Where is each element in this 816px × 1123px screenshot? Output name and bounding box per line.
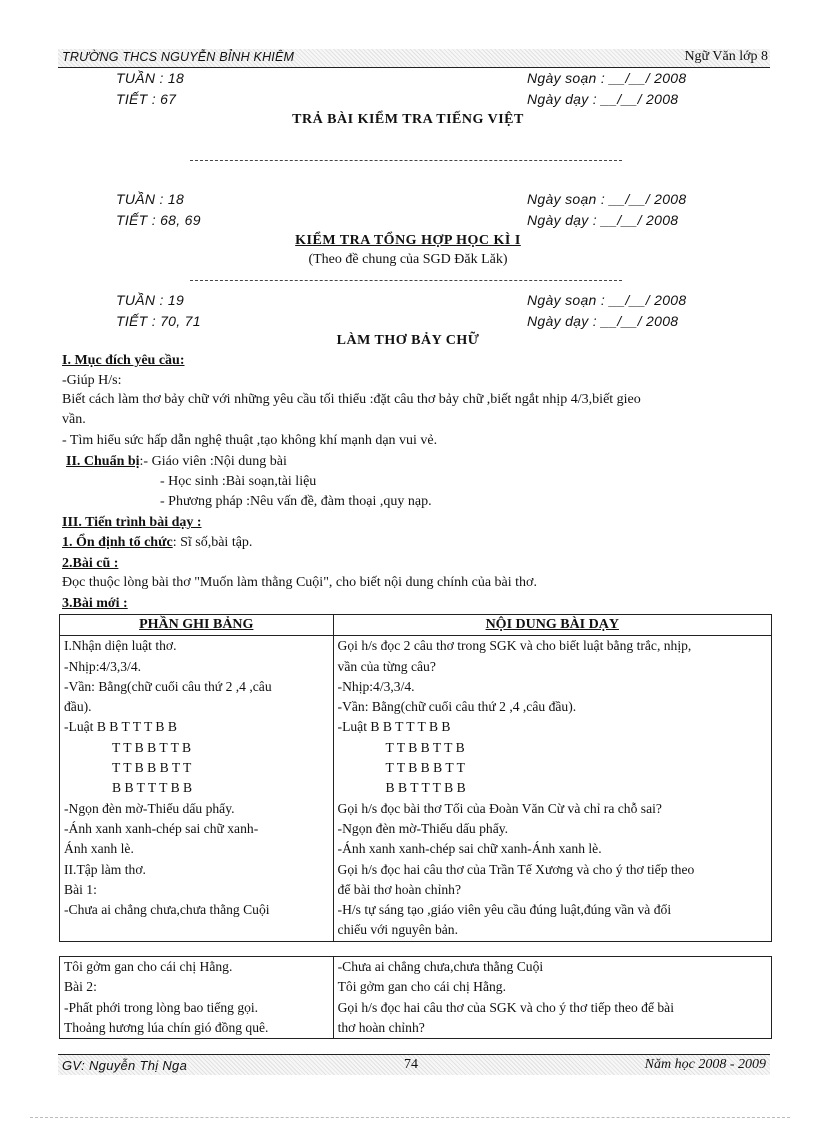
preparation-line: :- Giáo viên :Nội dung bài xyxy=(139,454,287,469)
objectives-heading: I. Mục đích yêu cầu: xyxy=(62,353,185,368)
lesson-1: TIẾT : 67 xyxy=(116,91,177,107)
lesson-content-cell xyxy=(333,957,771,1039)
old-lesson-heading: 2.Bài cũ : xyxy=(62,556,119,571)
lesson-3: TIẾT : 70, 71 xyxy=(116,313,201,329)
board-line: -Vần: Bằng(chữ cuối câu thứ 2 ,4 ,câu xyxy=(64,678,272,694)
teach-date-1: Ngày dạy : __/__/ 2008 xyxy=(527,91,679,107)
content-line: Gọi h/s đọc hai câu thơ của SGK và cho ý thơ tiếp theo để bài xyxy=(337,999,674,1015)
lesson-content-cell xyxy=(333,636,771,941)
board-line: -Luật B B T T T B B xyxy=(64,719,177,735)
week-3: TUẦN : 19 xyxy=(116,292,185,308)
section-title-3: LÀM THƠ BẢY CHỮ xyxy=(336,333,480,348)
board-line: Bài 1: xyxy=(64,881,97,897)
column-header-board: PHẦN GHI BẢNG xyxy=(60,615,334,636)
objectives-line: - Tìm hiểu sức hấp dẫn nghệ thuật ,tạo không khí mạnh dạn vui vẻ. xyxy=(62,433,438,448)
section-title-1: TRẢ BÀI KIỂM TRA TIẾNG VIỆT xyxy=(292,112,524,127)
content-line: -Luật B B T T T B B xyxy=(337,719,451,735)
teach-date-2: Ngày dạy : __/__/ 2008 xyxy=(527,212,679,228)
board-line: Tôi gởm gan cho cái chị Hằng. xyxy=(64,959,233,974)
board-line: -Phất phới trong lòng bao tiếng gọi. xyxy=(64,999,259,1015)
divider xyxy=(190,280,622,281)
board-line: -Chưa ai chẳng chưa,chưa thằng Cuội xyxy=(64,902,270,918)
content-line: Gọi h/s đọc bài thơ Tối của Đoàn Văn Cừ và chỉ ra chỗ sai? xyxy=(337,800,662,816)
content-line: để bài thơ hoàn chỉnh? xyxy=(337,881,461,897)
board-line: II.Tập làm thơ. xyxy=(64,861,146,877)
board-notes-cell xyxy=(60,636,334,941)
preparation-line: - Phương pháp :Nêu vấn đề, đàm thoại ,quy nạp. xyxy=(160,494,432,509)
board-line: B B T T T B B xyxy=(112,780,193,796)
content-line: Gọi h/s đọc 2 câu thơ trong SGK và cho biết luật bằng trắc, nhịp, xyxy=(337,638,692,654)
board-line: -Ánh xanh xanh-chép sai chữ xanh- xyxy=(64,820,259,836)
content-line: Tôi gởm gan cho cái chị Hằng. xyxy=(337,979,506,995)
content-line: -Ngọn đèn mờ-Thiếu dấu phẩy. xyxy=(337,820,509,836)
content-line: B B T T T B B xyxy=(385,780,466,796)
table-row xyxy=(60,957,772,1039)
content-line: chiếu với nguyên bản. xyxy=(337,922,458,938)
content-line: T T B B B T T xyxy=(385,760,465,776)
table-row xyxy=(60,636,772,941)
lesson-table-continued xyxy=(59,956,772,1039)
objectives-line: Biết cách làm thơ bảy chữ với những yêu cầu tối thiểu :đặt câu thơ bảy chữ ,biết ngắt nhịp 4/3,biết gieo xyxy=(62,392,641,407)
board-line: T T B B T T B xyxy=(112,739,192,755)
new-lesson-heading: 3.Bài mới : xyxy=(62,596,128,611)
lesson-2: TIẾT : 68, 69 xyxy=(116,212,201,228)
content-line: thơ hoàn chỉnh? xyxy=(337,1019,425,1035)
prep-date-1: Ngày soạn : __/__/ 2008 xyxy=(527,70,687,86)
school-name: TRƯỜNG THCS NGUYỄN BỈNH KHIÊM xyxy=(62,50,295,64)
week-1: TUẦN : 18 xyxy=(116,70,185,86)
section-subtitle-2: (Theo đề chung của SGD Đăk Lăk) xyxy=(308,252,508,267)
subject-label: Ngữ Văn lớp 8 xyxy=(684,49,768,64)
board-line: -Ngọn đèn mờ-Thiếu dấu phẩy. xyxy=(64,800,235,816)
objectives-line: -Giúp H/s: xyxy=(62,373,122,388)
section-title-2: KIỂM TRA TỔNG HỢP HỌC KÌ I xyxy=(295,233,521,248)
board-line: T T B B B T T xyxy=(112,760,192,776)
column-header-content: NỘI DUNG BÀI DẠY xyxy=(333,615,771,636)
procedure-step-label: 1. Ổn định tổ chức xyxy=(62,535,173,550)
board-notes-cell xyxy=(60,957,334,1039)
content-line: -Chưa ai chẳng chưa,chưa thằng Cuội xyxy=(337,959,544,974)
content-line: -Ánh xanh xanh-chép sai chữ xanh-Ánh xanh lè. xyxy=(337,841,602,857)
board-line: Ánh xanh lè. xyxy=(64,841,134,857)
board-line: I.Nhận diện luật thơ. xyxy=(64,638,177,654)
content-line: vần của từng câu? xyxy=(337,658,436,674)
teach-date-3: Ngày dạy : __/__/ 2008 xyxy=(527,313,679,329)
content-line: -Nhịp:4/3,3/4. xyxy=(337,678,415,694)
procedure-heading: III. Tiến trình bài dạy : xyxy=(62,515,202,530)
procedure-step-text: : Sĩ số,bài tập. xyxy=(172,535,253,550)
week-2: TUẦN : 18 xyxy=(116,191,185,207)
page-break-line xyxy=(30,1117,790,1118)
divider xyxy=(190,160,622,161)
content-line: Gọi h/s đọc hai câu thơ của Trần Tế Xương và cho ý thơ tiếp theo xyxy=(337,861,695,877)
preparation-block xyxy=(66,454,287,470)
objectives-line: vần. xyxy=(62,412,86,427)
old-lesson-text: Đọc thuộc lòng bài thơ "Muốn làm thằng Cuội", cho biết nội dung chính của bài thơ. xyxy=(62,575,537,590)
school-year: Năm học 2008 - 2009 xyxy=(644,1057,766,1072)
procedure-step xyxy=(62,535,252,551)
preparation-line: - Học sinh :Bài soạn,tài liệu xyxy=(160,474,317,489)
board-line: Thoảng hương lúa chín gió đồng quê. xyxy=(64,1019,269,1035)
content-line: -H/s tự sáng tạo ,giáo viên yêu cầu đúng luật,đúng vần và đối xyxy=(337,902,672,918)
page-number: 74 xyxy=(404,1057,418,1072)
prep-date-2: Ngày soạn : __/__/ 2008 xyxy=(527,191,687,207)
content-line: T T B B T T B xyxy=(385,739,465,755)
board-line: Bài 2: xyxy=(64,979,97,995)
page-footer xyxy=(58,1054,770,1075)
page-header xyxy=(58,49,770,68)
teacher-name: GV: Nguyễn Thị Nga xyxy=(62,1058,188,1073)
content-line: -Vần: Bằng(chữ cuối câu thứ 2 ,4 ,câu đầu). xyxy=(337,699,577,715)
board-line: -Nhịp:4/3,3/4. xyxy=(64,658,142,674)
preparation-heading: II. Chuẩn bị xyxy=(66,454,140,469)
table-header-row xyxy=(60,615,772,636)
prep-date-3: Ngày soạn : __/__/ 2008 xyxy=(527,292,687,308)
lesson-table xyxy=(59,614,772,942)
board-line: đầu). xyxy=(64,699,92,715)
